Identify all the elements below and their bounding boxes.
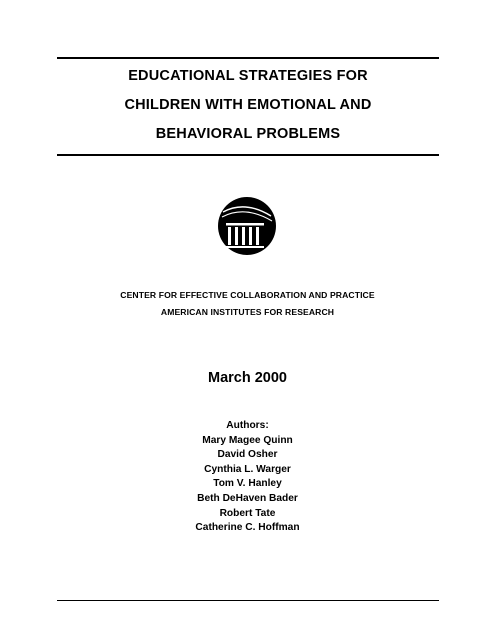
organization-block	[40, 287, 455, 321]
document-title	[57, 62, 439, 149]
publication-date: March 2000	[208, 370, 287, 386]
author-name: Tom V. Hanley	[213, 478, 282, 490]
author-name: Mary Magee Quinn	[202, 434, 293, 446]
author-name: Catherine C. Hoffman	[195, 522, 300, 534]
authors-heading: Authors:	[226, 420, 269, 431]
title-line-3: BEHAVIORAL PROBLEMS	[155, 126, 341, 142]
organization-line-1: CENTER FOR EFFECTIVE COLLABORATION AND PRACTICE	[120, 290, 375, 300]
author-name: Robert Tate	[219, 507, 276, 519]
author-name: David Osher	[217, 449, 278, 461]
title-line-1: EDUCATIONAL STRATEGIES FOR	[128, 68, 368, 84]
author-name: Beth DeHaven Bader	[197, 492, 298, 504]
footer-rule	[57, 600, 439, 601]
columns-emblem-icon	[217, 196, 277, 256]
author-name: Cynthia L. Warger	[204, 463, 291, 475]
title-bottom-rule	[57, 154, 439, 156]
organization-line-2: AMERICAN INSTITUTES FOR RESEARCH	[160, 307, 335, 317]
top-rule	[57, 57, 439, 59]
title-line-2: CHILDREN WITH EMOTIONAL AND	[124, 97, 372, 113]
authors-block	[0, 419, 495, 536]
